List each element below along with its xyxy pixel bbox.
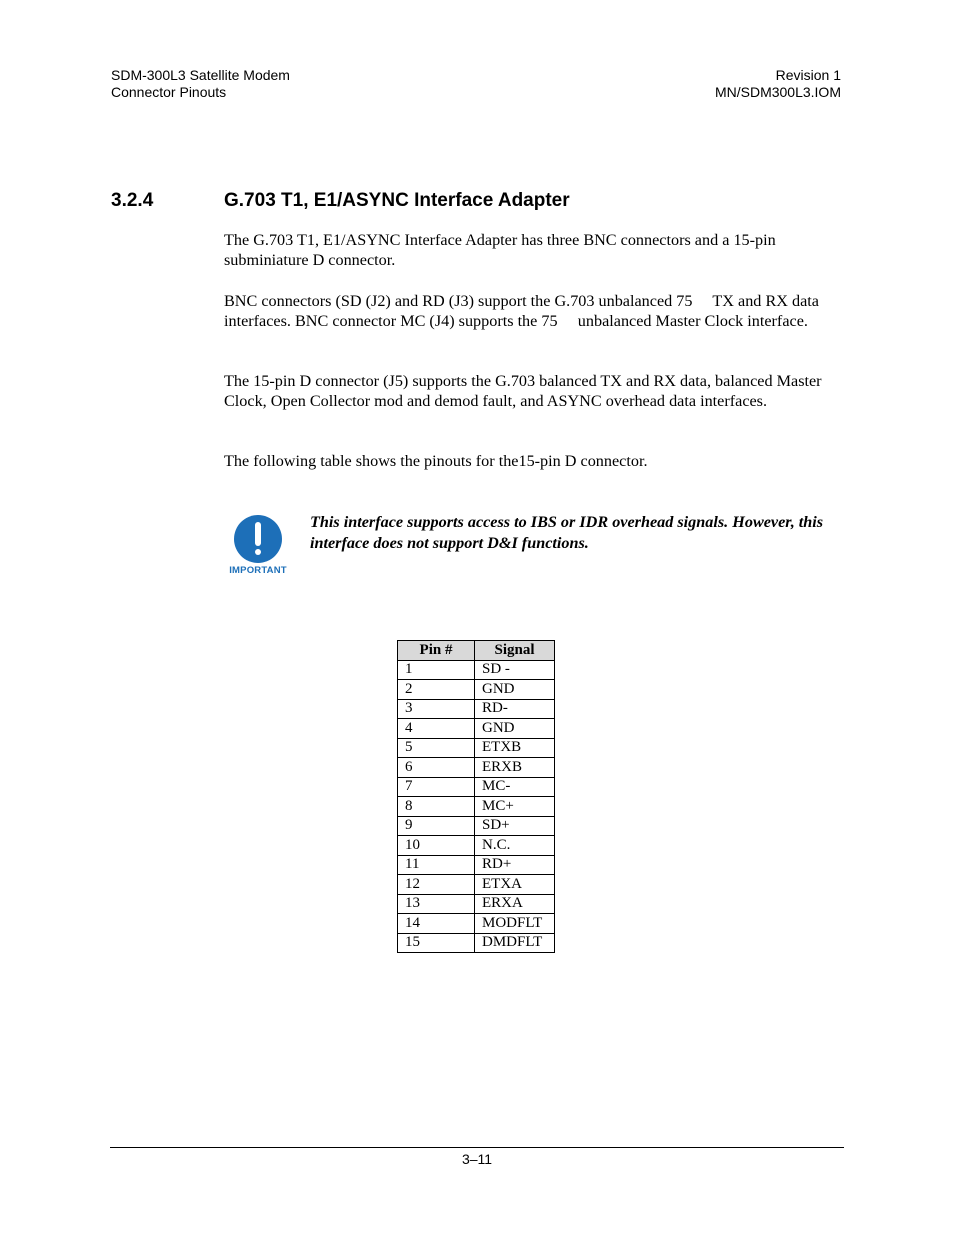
- signal-cell: N.C.: [475, 836, 555, 856]
- table-row: [398, 699, 555, 719]
- table-row: [398, 933, 555, 953]
- table-row: [398, 797, 555, 817]
- signal-cell: GND: [475, 719, 555, 739]
- table-row: [398, 660, 555, 680]
- signal-cell: SD+: [475, 816, 555, 836]
- table-row: [398, 914, 555, 934]
- section-title: G.703 T1, E1/ASYNC Interface Adapter: [224, 190, 570, 211]
- paragraph-d-connector: The 15-pin D connector (J5) supports the G.703 balanced TX and RX data, balanced Master Clock, Open Collector mod and demod fault, and ASYNC overhead data interfaces.: [224, 372, 822, 411]
- table-body: [398, 660, 555, 953]
- important-icon: [226, 515, 290, 579]
- signal-cell: ETXA: [475, 875, 555, 895]
- pin-number-cell: 15: [398, 933, 475, 953]
- signal-cell: ERXB: [475, 758, 555, 778]
- table-row: [398, 855, 555, 875]
- pinout-table: [397, 640, 555, 953]
- table-row: [398, 719, 555, 739]
- pin-number-cell: 10: [398, 836, 475, 856]
- header-chapter-name: Connector Pinouts: [111, 83, 227, 100]
- column-header-signal: Signal: [475, 641, 555, 661]
- pin-number-cell: 14: [398, 914, 475, 934]
- table-row: [398, 894, 555, 914]
- section-number: 3.2.4: [111, 190, 154, 211]
- paragraph-table-intro: The following table shows the pinouts for the15-pin D connector.: [224, 452, 648, 470]
- pin-number-cell: 3: [398, 699, 475, 719]
- column-header-pin: Pin #: [398, 641, 475, 661]
- paragraph-intro: The G.703 T1, E1/ASYNC Interface Adapter has three BNC connectors and a 15-pin subminiature D connector.: [224, 231, 776, 270]
- signal-cell: GND: [475, 680, 555, 700]
- signal-cell: SD -: [475, 660, 555, 680]
- table-row: [398, 816, 555, 836]
- page-number: 3–11: [461, 1151, 493, 1167]
- paragraph-bnc: BNC connectors (SD (J2) and RD (J3) support the G.703 unbalanced 75 TX and RX data interfaces. BNC connector MC (J4) supports the 75 unbalanced Master Clock interface.: [224, 292, 823, 331]
- table-row: [398, 777, 555, 797]
- header-revision: Revision 1: [775, 67, 841, 83]
- important-label: IMPORTANT: [229, 565, 287, 576]
- table-row: [398, 738, 555, 758]
- signal-cell: RD+: [475, 855, 555, 875]
- pin-number-cell: 12: [398, 875, 475, 895]
- pin-number-cell: 2: [398, 680, 475, 700]
- signal-cell: MC+: [475, 797, 555, 817]
- signal-cell: ERXA: [475, 894, 555, 914]
- pin-number-cell: 9: [398, 816, 475, 836]
- table-header-row: [398, 641, 555, 661]
- header-product-name: SDM-300L3 Satellite Modem: [111, 67, 290, 83]
- header-doc-id: MN/SDM300L3.IOM: [714, 83, 841, 100]
- section-heading: [111, 189, 851, 213]
- signal-cell: ETXB: [475, 738, 555, 758]
- pin-number-cell: 7: [398, 777, 475, 797]
- table-row: [398, 836, 555, 856]
- pin-number-cell: 6: [398, 758, 475, 778]
- pin-number-cell: 1: [398, 660, 475, 680]
- pin-number-cell: 8: [398, 797, 475, 817]
- pin-number-cell: 13: [398, 894, 475, 914]
- signal-cell: MC-: [475, 777, 555, 797]
- table-row: [398, 875, 555, 895]
- signal-cell: MODFLT: [475, 914, 555, 934]
- pin-number-cell: 4: [398, 719, 475, 739]
- page-header-right: [715, 67, 841, 100]
- table-row: [398, 758, 555, 778]
- pin-number-cell: 11: [398, 855, 475, 875]
- pin-number-cell: 5: [398, 738, 475, 758]
- footer-divider: [110, 1147, 844, 1148]
- signal-cell: RD-: [475, 699, 555, 719]
- important-note-text: This interface supports access to IBS or IDR overhead signals. However, this interface does not support D&I functions.: [310, 513, 824, 552]
- signal-cell: DMDFLT: [475, 933, 555, 953]
- table-row: [398, 680, 555, 700]
- page-header-left: [111, 67, 290, 100]
